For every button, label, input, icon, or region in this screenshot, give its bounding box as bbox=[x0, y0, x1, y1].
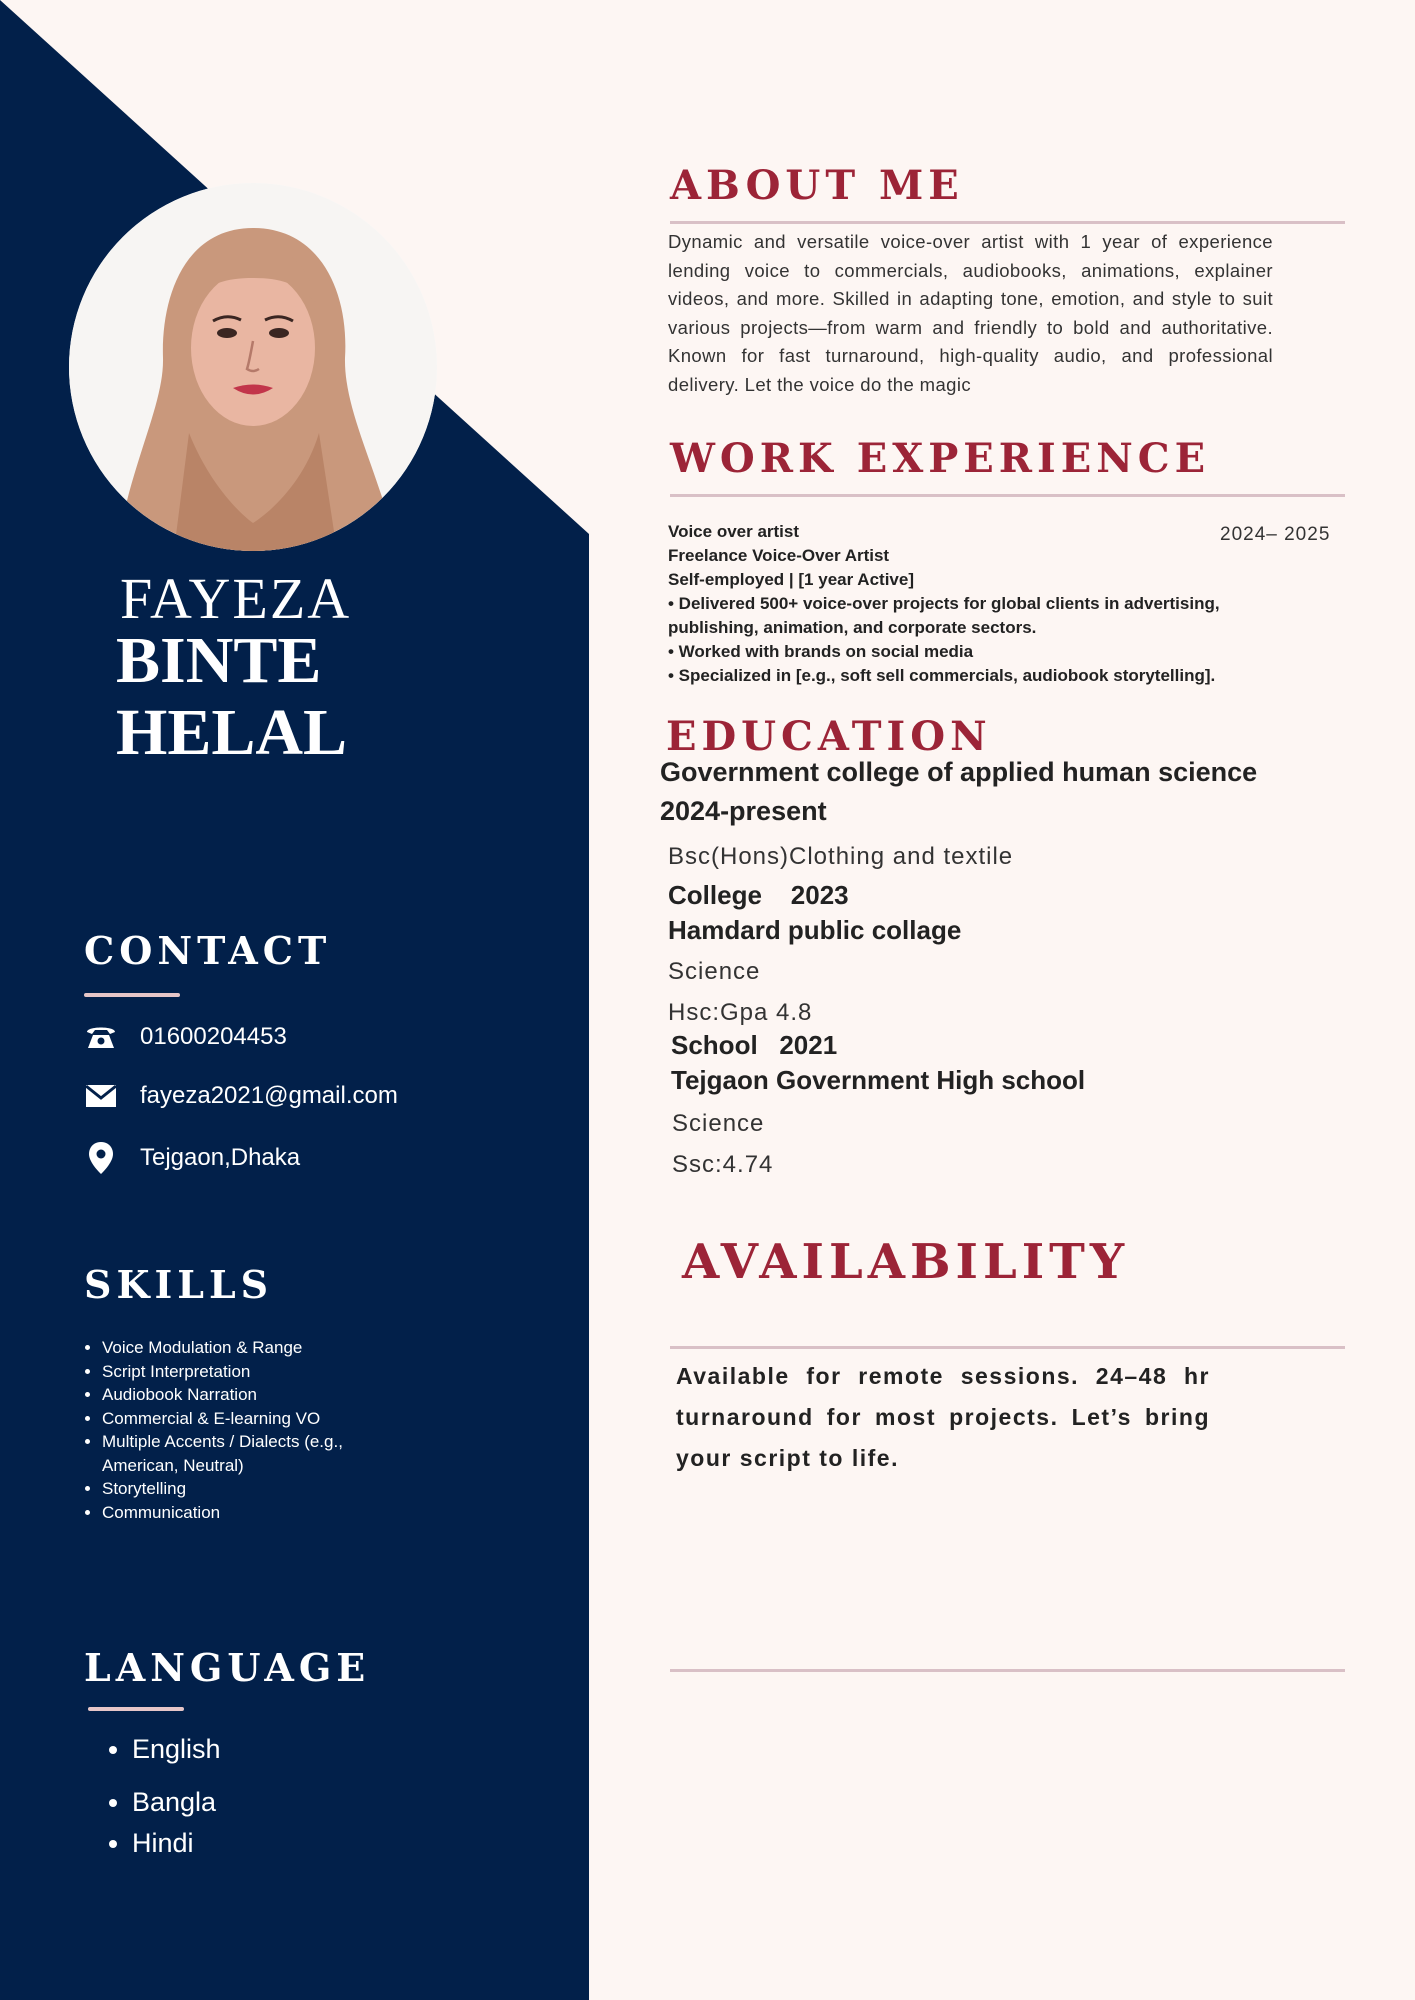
work-dates: 2024– 2025 bbox=[1220, 524, 1331, 545]
skills-title: SKILLS bbox=[84, 1262, 274, 1307]
college-degree: Bsc(Hons)Clothing and textile bbox=[668, 843, 1014, 870]
skill-item: • Voice Modulation & Range bbox=[102, 1336, 362, 1360]
hsc-heading: College 2023 bbox=[668, 880, 849, 910]
language-title: LANGUAGE bbox=[84, 1645, 371, 1690]
work-line: publishing, animation, and corporate sectors. bbox=[668, 618, 1037, 637]
location-text: Tejgaon,Dhaka bbox=[140, 1144, 301, 1171]
about-text: Dynamic and versatile voice-over artist with 1 year of experience lending voice to commercials, audiobooks, animations, explainer videos, and more. Skilled in adapting tone, emotion, and style to suit various projects—from warm and friendly to bold and authoritative. Known for fast turnaround, high-quality audio, and professional delivery. Let the voice do the magic bbox=[668, 231, 1273, 395]
skill-item: • Audiobook Narration bbox=[102, 1383, 362, 1407]
education-title: EDUCATION bbox=[666, 713, 992, 760]
availability-rule-bottom bbox=[670, 1669, 1345, 1672]
language-list bbox=[104, 1734, 221, 1859]
skill-item: • Storytelling bbox=[102, 1477, 362, 1501]
phone-number[interactable]: 01600204453 bbox=[140, 1023, 287, 1050]
work-line: Freelance Voice-Over Artist bbox=[668, 546, 890, 565]
skills-list bbox=[80, 1336, 362, 1524]
contact-underline bbox=[84, 993, 180, 997]
last-name-line2: HELAL bbox=[116, 696, 348, 769]
availability-text: Available for remote sessions. 24–48 hr turnaround for most projects. Let’s bring your script to life. bbox=[676, 1363, 1210, 1471]
hsc-group: Science bbox=[668, 958, 761, 985]
skill-item: • Communication bbox=[102, 1501, 362, 1525]
work-role: Voice over artist bbox=[668, 522, 800, 541]
college-name: Government college of applied human science bbox=[660, 757, 1258, 787]
ssc-heading: School 2021 bbox=[671, 1030, 838, 1060]
language-underline bbox=[88, 1707, 184, 1711]
language-item: • Bangla bbox=[132, 1787, 221, 1818]
work-entry bbox=[668, 520, 1308, 688]
hsc-result: Hsc:Gpa 4.8 bbox=[668, 999, 813, 1026]
about-title: ABOUT ME bbox=[670, 162, 964, 209]
college-period: 2024-present bbox=[660, 796, 827, 826]
email-icon bbox=[84, 1079, 118, 1113]
work-line: • Specialized in [e.g., soft sell commercials, audiobook storytelling]. bbox=[668, 666, 1216, 685]
phone-icon bbox=[84, 1020, 118, 1054]
contact-location bbox=[84, 1141, 300, 1175]
first-name: FAYEZA bbox=[120, 566, 352, 631]
work-line: • Worked with brands on social media bbox=[668, 642, 974, 661]
availability-rule-top bbox=[670, 1346, 1345, 1349]
contact-email bbox=[84, 1079, 398, 1113]
location-pin-icon bbox=[84, 1141, 118, 1175]
ssc-group: Science bbox=[672, 1110, 765, 1137]
contact-phone bbox=[84, 1020, 287, 1054]
ssc-school: Tejgaon Government High school bbox=[671, 1065, 1086, 1095]
ssc-result: Ssc:4.74 bbox=[672, 1151, 774, 1178]
work-line: • Delivered 500+ voice-over projects for global clients in advertising, bbox=[668, 594, 1220, 613]
hsc-school: Hamdard public collage bbox=[668, 915, 962, 945]
about-rule bbox=[670, 221, 1345, 224]
language-item: • English bbox=[132, 1734, 221, 1765]
last-name bbox=[116, 625, 347, 769]
email-address[interactable]: fayeza2021@gmail.com bbox=[140, 1082, 398, 1109]
skill-item: • Commercial & E-learning VO bbox=[102, 1407, 362, 1431]
skill-item: • Script Interpretation bbox=[102, 1360, 362, 1384]
work-line: Self-employed | [1 year Active] bbox=[668, 570, 914, 589]
profile-photo bbox=[69, 183, 437, 551]
availability-title: AVAILABILITY bbox=[682, 1234, 1130, 1290]
work-title: WORK EXPERIENCE bbox=[670, 435, 1211, 482]
skill-item: • Multiple Accents / Dialects (e.g., American, Neutral) bbox=[102, 1430, 362, 1477]
contact-title: CONTACT bbox=[84, 928, 332, 973]
last-name-line1: BINTE bbox=[116, 624, 322, 697]
work-rule bbox=[670, 494, 1345, 497]
language-item: • Hindi bbox=[132, 1828, 221, 1859]
